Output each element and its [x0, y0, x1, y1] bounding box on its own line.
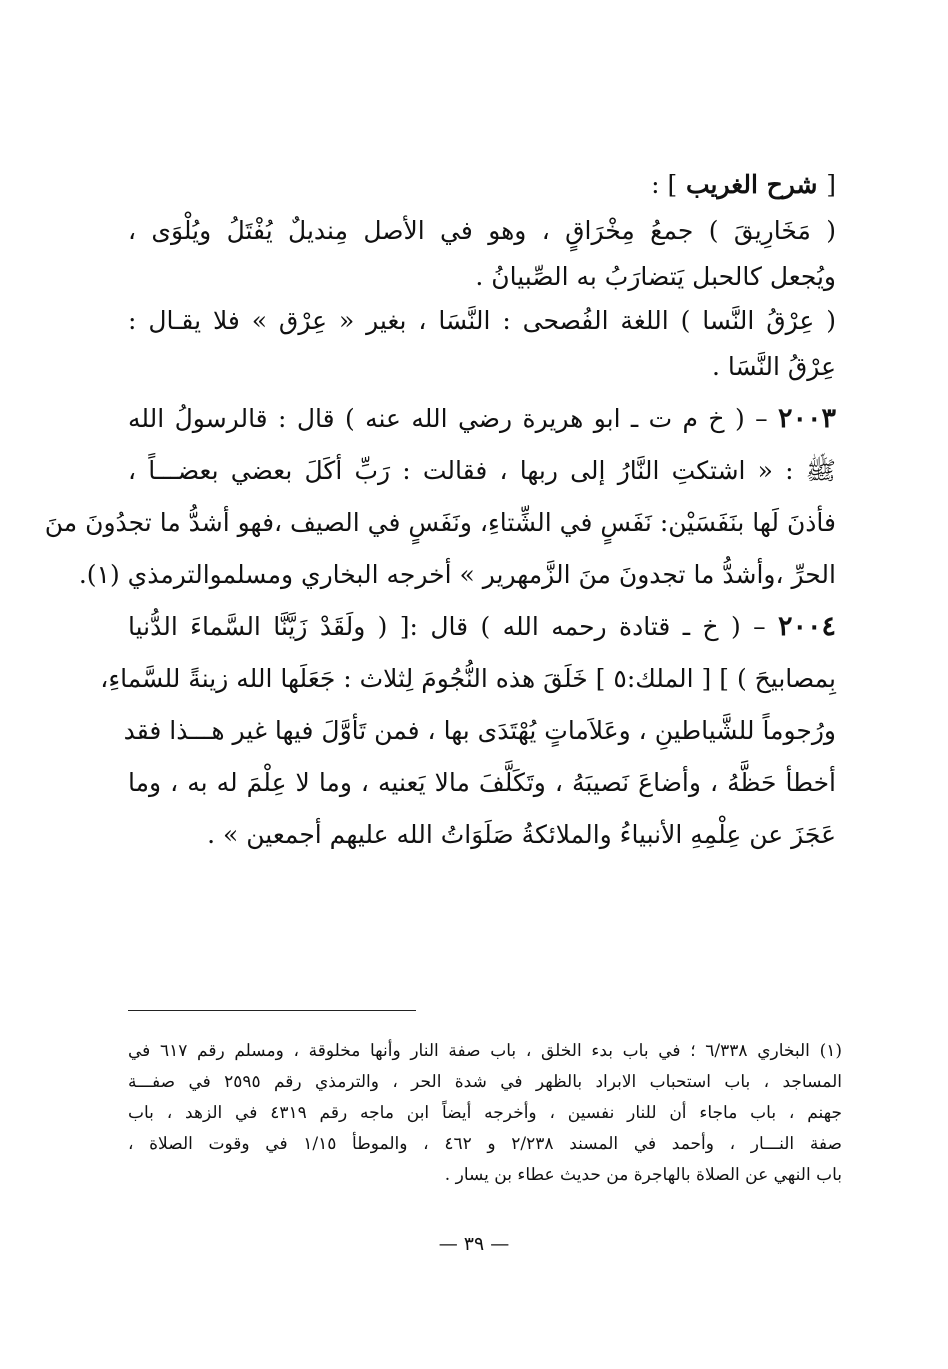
main-text-block	[44, 150, 836, 850]
hadith-2004-line-5: عَجَزَ عن عِلْمِهِ الأنبياءُ والملائكةُ صَلَوَاتُ الله عليهم أجمعين » .	[207, 820, 836, 849]
hadith-2004-text-1: – ( خ ـ قتادة رحمه الله ) قال :[ ( ولَقَدْ زَيَّنَّا السَّماءَ الدُّنيا	[128, 612, 766, 641]
hadith-2004-line-3: ورُجوماً للشَّياطينِ ، وعَلاَماتٍ يُهْتَدَى بها ، فمن تَأوَّلَ فيها غير هـــذا فقد	[123, 716, 836, 745]
footnote-line-3: جهنم ، باب ماجاء أن للنار نفسين ، وأخرجه أيضاً ابن ماجه رقم ٤٣١٩ في الزهد ، باب	[128, 1103, 842, 1123]
glossary-line-3: ( عِرْقُ النَّسا ) اللغة الفُصحى : النَّسَا ، بغير « عِرْق » فلا يقـال :	[128, 306, 836, 335]
heading-title: شرح الغريب	[686, 170, 818, 199]
footnote-line-1: (١) البخاري ٦/٣٣٨ ؛ في باب بدء الخلق ، باب صفة النار وأنها مخلوقة ، ومسلم رقم ٦١٧ في	[128, 1041, 842, 1061]
glossary-line-2: ويُجعل كالحبل يَتضارَبُ به الصِّبيانُ .	[475, 262, 836, 291]
heading-open-bracket: [	[826, 170, 836, 199]
hadith-2003-line-2: ﷺ : « اشتكتِ النَّارُ إلى ربها ، فقالت : رَبِّ أكَلَ بعضي بعضـــاً ،	[128, 456, 836, 485]
footnote-block	[128, 1036, 842, 1191]
section-heading	[128, 170, 836, 200]
footnote-divider	[128, 1010, 416, 1011]
hadith-2003-line-1	[128, 404, 836, 434]
hadith-2004-number: ٢٠٠٤	[777, 611, 836, 642]
heading-close-bracket: ] :	[651, 170, 678, 199]
glossary-line-4: عِرْقُ النَّسَا .	[712, 352, 836, 381]
hadith-2003-line-4: الحرِّ ،وأشدُّ ما تجدونَ منَ الزَّمهرير » أخرجه البخاري ومسلموالترمذي (١).	[78, 560, 836, 589]
hadith-2004-line-4: أخطأ حَظَّهُ ، وأضاعَ نَصيبَهُ ، وتَكَلَّفَ مالا يَعنيه ، وما لا عِلْمَ له به ، وما	[128, 768, 836, 797]
hadith-2004-line-1	[128, 612, 836, 642]
footnote-line-5: باب النهي عن الصلاة بالهاجرة من حديث عطاء بن يسار .	[444, 1165, 842, 1185]
hadith-2003-number: ٢٠٠٣	[777, 403, 836, 434]
page-number: — ٣٩ —	[438, 1233, 510, 1255]
footnote-line-4: صفة النـــار ، وأحمد في المسند ٢/٢٣٨ و ٤٦٢ ، والموطأ ١/١٥ في وقوت الصلاة ،	[128, 1134, 842, 1154]
footnote-line-2: المساجد ، باب استحباب الابراد بالظهر في شدة الحر ، والترمذي رقم ٢٥٩٥ في صفـــة	[128, 1072, 843, 1092]
hadith-2003-line-3: فأذنَ لَها بنَفَسَيْن: نَفَسٍ في الشِّتاءِ، ونَفَسٍ في الصيف ،فهو أشدُّ ما تجدُونَ منَ	[44, 508, 836, 537]
hadith-2003-text-1: – ( خ م ت ـ ابو هريرة رضي الله عنه ) قال : قالرسولُ الله	[128, 404, 768, 433]
hadith-2004-line-2: بِمصابيحَ ) ] [ الملك:٥ ] خَلَقَ هذه النُّجُومَ لِثلاث : جَعَلَها الله زينةً للسَّماءِ،	[100, 664, 836, 693]
glossary-line-1: ( مَخَارِيقَ ) جمعُ مِخْرَاقٍ ، وهو في الأصل مِنديلٌ يُفْتَلُ ويُلْوَى ،	[128, 216, 836, 245]
